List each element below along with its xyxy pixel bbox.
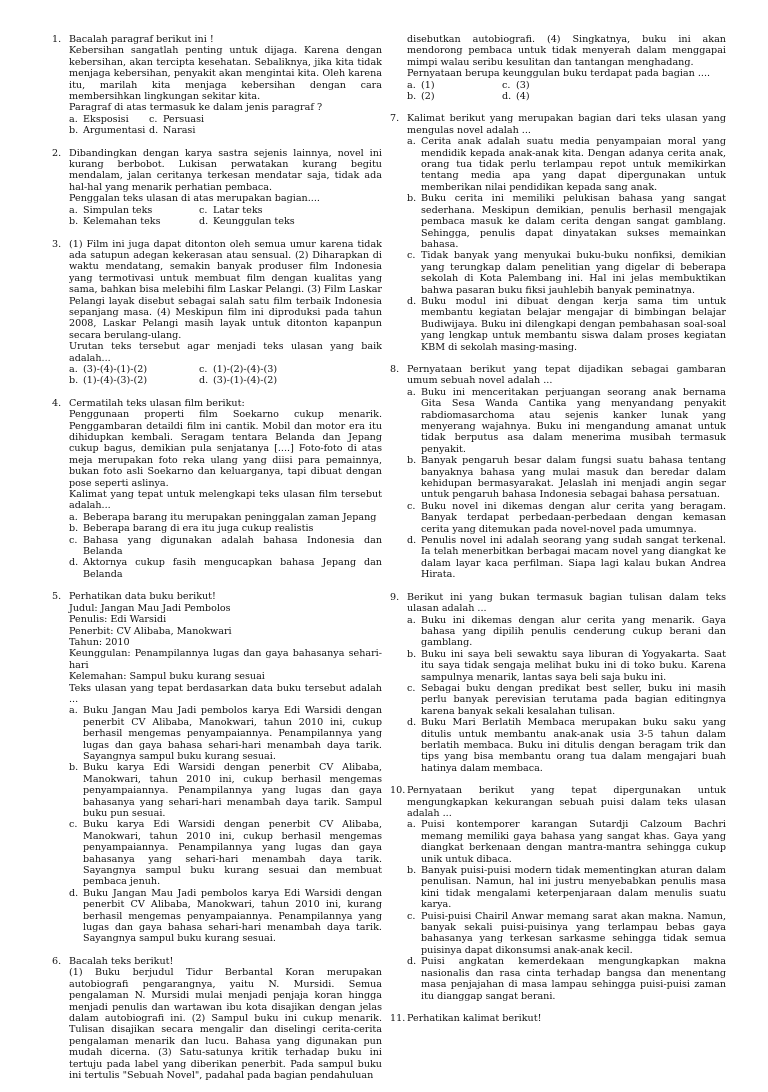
question-stem: Berikut ini yang bukan termasuk bagian tulisan dalam teks ulasan adalah ... [407, 591, 726, 615]
question-number: 5. [52, 591, 62, 603]
question-prompt: Pernyataan berupa keunggulan buku terdapat pada bagian .... [407, 68, 711, 80]
book-data-author: Penulis: Edi Warsidi [69, 614, 167, 626]
book-data-publisher: Penerbit: CV Alibaba, Manokwari [69, 625, 232, 637]
book-data-weakness: Kelemahan: Sampul buku kurang sesuai [69, 671, 265, 683]
option-b[interactable]: b. (1)-(4)-(3)-(2) [69, 375, 148, 387]
question-number: 8. [390, 363, 400, 375]
book-data-strength: Keunggulan: Penampilannya lugas dan gaya bahasanya sehari-hari [69, 648, 382, 671]
question-9 [390, 592, 726, 775]
right-column [390, 34, 726, 1035]
question-number: 7. [390, 113, 400, 125]
question-number: 6. [52, 955, 62, 967]
question-stem: Pernyataan berikut yang tepat dipergunakan untuk mengungkapkan kekurangan sebuah puisi dalam teks ulasan adalah ... [407, 785, 726, 819]
option-b[interactable]: b. Beberapa barang di era itu juga cukup realistis [69, 523, 314, 535]
option-b[interactable]: b. Banyak puisi-puisi modern tidak mementingkan aturan dalam penulisan. Namun, hal ini justru menyebabkan penulis masa kini tidak mengalami keterpenjaraan dalam menulis suatu karya. [407, 865, 726, 911]
option-c[interactable]: c. Sebagai buku dengan predikat best seller, buku ini masih perlu banyak perevisian terutama pada bagian editingnya karena banyak sekali kesalahan tulisan. [407, 682, 726, 717]
question-stem: Pernyataan berikut yang tepat dijadikan sebagai gambaran umum sebuah novel adalah ... [407, 363, 726, 387]
option-c[interactable]: c. Latar teks [199, 204, 263, 216]
question-11 [390, 1013, 726, 1024]
option-d[interactable]: d. Narasi [149, 125, 196, 137]
question-prompt: Urutan teks tersebut agar menjadi teks ulasan yang baik adalah... [69, 341, 382, 364]
question-6 [52, 956, 382, 1081]
question-stem: Cermatilah teks ulasan film berikut: [69, 397, 245, 409]
option-b[interactable]: b. Banyak pengaruh besar dalam fungsi suatu bahasa tentang banyaknya bahasa yang mulai masuk dan beredar dalam kehidupan bermasyarakat. Jelaslah ini menjadi angin segar untuk pengaruh bahasa Indonesia sebagai bahasa persatuan. [407, 455, 726, 501]
option-a[interactable]: a. Buku ini menceritakan perjuangan seorang anak bernama Gita Sesa Wanda Cantika yang menyandang penyakit rabdiomasarchoma atau sejenis kanker lunak yang menyerang wajahnya. Buku ini mengandung amanat untuk tidak berputus asa dalam menerima musibah termasuk penyakit. [407, 386, 726, 455]
option-d[interactable]: d. Keunggulan teks [199, 216, 295, 228]
option-c[interactable]: c. (1)-(2)-(4)-(3) [199, 363, 278, 375]
question-number: 4. [52, 397, 62, 409]
left-column [52, 34, 382, 1092]
option-a[interactable]: a. Cerita anak adalah suatu media penyampaian moral yang mendidik kepada anak-anak kita. Dengan adanya cerita anak, orang tua tidak perlu terlampau repot untuk memikirkan tentang media apa yang dapat dipergunakan untuk memberikan nilai pendidikan kepada sang anak. [407, 136, 726, 193]
question-stem: Perhatikan kalimat berikut! [407, 1012, 542, 1024]
option-a[interactable]: a. (1) [407, 79, 435, 91]
question-10 [390, 785, 726, 1002]
question-6-continued [390, 34, 726, 102]
question-prompt: Teks ulasan yang tepat berdasarkan data buku tersebut adalah ... [69, 682, 382, 705]
book-data-title: Judul: Jangan Mau Jadi Pembolos [69, 602, 231, 614]
question-stem: Bacalah teks berikut! [69, 955, 174, 967]
question-8 [390, 364, 726, 581]
option-b[interactable]: b. Buku cerita ini memiliki pelukisan bahasa yang sangat sederhana. Meskipun demikian, penulis berhasil mengajak pembaca masuk ke dalam cerita dengan sangat gamblang. Sehingga, penulis dapat dinyatakan sukses memainkan bahasa. [407, 193, 726, 250]
question-1 [52, 34, 382, 137]
book-data-year: Tahun: 2010 [69, 636, 130, 648]
question-4 [52, 398, 382, 581]
question-prompt: Penggalan teks ulasan di atas merupakan bagian.... [69, 193, 320, 205]
option-c[interactable]: c. Persuasi [149, 113, 205, 125]
passage-continued: disebutkan autobiografi. (4) Singkatnya, buku ini akan mendorong pembaca untuk tidak menyerah dalam menggapai mimpi walau seribu kesulitan dan tantangan menghadang. [407, 34, 726, 68]
question-stem: (1) Film ini juga dapat ditonton oleh semua umur karena tidak ada satupun adegan kekerasan atau sensual. (2) Diharapkan di waktu mendatang, semakin banyak produser film Indonesia yang termotivasi untuk membuat film dengan kualitas yang sama, bahkan bisa melebihi film Laskar Pelangi. (3) Film Laskar Pelangi layak disebut sebagai salah satu film terbaik Indonesia sepanjang masa. (4) Meskipun film ini diproduksi pada tahun 2008, Laskar Pelangi masih layak untuk ditonton kapanpun secara berulang-ulang. [69, 238, 382, 341]
question-prompt: Kalimat yang tepat untuk melengkapi teks ulasan film tersebut adalah... [69, 489, 382, 512]
options [69, 364, 382, 387]
option-a[interactable]: a. Puisi kontemporer karangan Sutardji Calzoum Bachri memang memiliki gaya bahasa yang sangat khas. Gaya yang diangkat berkenaan dengan mantra-mantra sehingga cukup unik untuk dibaca. [407, 819, 726, 865]
passage: Penggunaan properti film Soekarno cukup menarik. Penggambaran detaildi film ini cantik. Mobil dan motor era itu dihidupkan kembali. Seragam tentara Belanda dan Jepang cukup bagus, demikian pula senjatanya [....] Foto-foto di atas meja merupakan foto reka ulang yang diisi para pemainnya, bukan foto asli Soekarno dan keluarganya, tapi dibuat dengan pose seperti aslinya. [69, 409, 382, 489]
passage: Kebersihan sangatlah penting untuk dijaga. Karena dengan kebersihan, akan tercipta kesehatan. Sebaliknya, jika kita tidak menjaga kebersihan, penyakit akan mengintai kita. Oleh karena itu, marilah kita menjaga kebersihan dengan cara membersihkan lingkungan sekitar kita. [69, 45, 382, 103]
option-b[interactable]: b. Buku karya Edi Warsidi dengan penerbit CV Alibaba, Manokwari, tahun 2010 ini, cukup berhasil mengemas penyampaiannya. Penampilannya yang lugas dan gaya bahasanya yang sehari-hari menambah daya tarik. Sampul buku pun sesuai. [69, 762, 382, 819]
option-a[interactable]: a. Beberapa barang itu merupakan peninggalan zaman Jepang [69, 511, 377, 523]
option-d[interactable]: d. (4) [502, 91, 530, 103]
question-number: 10. [390, 785, 406, 797]
question-number: 3. [52, 238, 62, 250]
option-c[interactable]: c. Bahasa yang digunakan adalah bahasa Indonesia dan Belanda [69, 534, 382, 558]
option-d[interactable]: d. Puisi angkatan kemerdekaan mengungkapkan makna nasionalis dan rasa cinta terhadap bangsa dan menentang masa penjajahan di masa lampau sehingga puisi-puisi zaman itu dianggap sangat berani. [407, 956, 726, 1002]
question-5 [52, 591, 382, 945]
option-b[interactable]: b. Kelemahan teks [69, 216, 161, 228]
option-d[interactable]: d. Aktornya cukup fasih mengucapkan bahasa Jepang dan Belanda [69, 557, 382, 580]
option-a[interactable]: a. Buku ini dikemas dengan alur cerita yang menarik. Gaya bahasa yang dipilih penulis cenderung cukup berani dan gamblang. [407, 614, 726, 649]
passage: (1) Buku berjudul Tidur Berbantal Koran merupakan autobiografi pengarangnya, yaitu N. Mursidi. Semua pengalaman N. Mursidi mulai menjadi penjaja koran hingga menjadi penulis dan wartawan ibu kota disajikan dengan jelas dalam autobiografi ini. (2) Sampul buku ini cukup menarik. Tulisan disajikan secara mengalir dan diselingi cerita-cerita pengalaman menarik dan lucu. Bahasa yang digunakan pun mudah dicerna. (3) Satu-satunya kritik terhadap buku ini tertuju pada label yang diberikan penerbit. Pada sampul buku ini tertulis "Sebuah Novel", padahal pada bagian pendahuluan [69, 967, 382, 1081]
question-number: 2. [52, 147, 62, 159]
option-d[interactable]: d. (3)-(1)-(4)-(2) [199, 375, 278, 387]
option-c[interactable]: c. Buku karya Edi Warsidi dengan penerbit CV Alibaba, Manokwari, tahun 2010 ini, cukup berhasil mengemas penyampaiannya. Penampilannya yang lugas dan gaya bahasanya yang sehari-hari menambah daya tarik. Sayangnya sampul buku kurang sesuai dan membuat pembaca jenuh. [69, 819, 382, 888]
options [69, 205, 382, 228]
option-d[interactable]: d. Buku Mari Berlatih Membaca merupakan buku saku yang ditulis untuk membantu anak-anak usia 3-5 tahun dalam berlatih membaca. Buku ini ditulis dengan beragam trik dan tips yang bisa membantu orang tua dalam mengajari buah hatinya dalam membaca. [407, 717, 726, 774]
question-prompt: Paragraf di atas termasuk ke dalam jenis paragraf ? [69, 102, 323, 114]
option-c[interactable]: c. Buku novel ini dikemas dengan alur cerita yang beragam. Banyak terdapat perbedaan-perbedaan dengan kemasan cerita yang ditemukan pada novel-novel pada umumnya. [407, 500, 726, 535]
option-a[interactable]: a. Eksposisi [69, 113, 129, 125]
question-number: 11. [390, 1012, 406, 1024]
option-a[interactable]: a. (3)-(4)-(1)-(2) [69, 363, 148, 375]
question-stem: Perhatikan data buku berikut! [69, 591, 216, 603]
option-b[interactable]: b. Argumentasi [69, 125, 146, 137]
option-b[interactable]: b. Buku ini saya beli sewaktu saya liburan di Yogyakarta. Saat itu saya tidak sengaja melihat buku ini di toko buku. Karena sampulnya menarik, lantas saya beli saja buku ini. [407, 648, 726, 683]
option-d[interactable]: d. Buku Jangan Mau Jadi pembolos karya Edi Warsidi dengan penerbit CV Alibaba, Manokwari, tahun 2010 ini, kurang berhasil mengemas penyampaiannya. Penampilannya yang lugas dan gaya bahasa sehari-hari menambah daya tarik. Sayangnya sampul buku kurang sesuai. [69, 887, 382, 945]
question-2 [52, 148, 382, 228]
question-3 [52, 239, 382, 387]
options [407, 80, 726, 103]
option-c[interactable]: c. Tidak banyak yang menyukai buku-buku nonfiksi, demikian yang terungkap dalam penelitian yang digelar di beberapa sekolah di Kota Palembang ini. Hal ini jelas membuktikan bahwa pasaran buku fiksi jauhlebih banyak peminatnya. [407, 250, 726, 296]
option-c[interactable]: c. Puisi-puisi Chairil Anwar memang sarat akan makna. Namun, banyak sekali puisi-puisinya yang terlampau bebas gaya bahasanya yang terkesan sarkasme sehingga tidak semua puisinya dapat dikonsumsi anak-anak kecil. [407, 910, 726, 956]
options [69, 114, 382, 137]
option-a[interactable]: a. Simpulan teks [69, 204, 153, 216]
question-stem: Dibandingkan dengan karya sastra sejenis lainnya, novel ini kurang berbobot. Lukisan perwatakan kurang begitu mendalam, jalan ceritanya terkesan mendatar saja, tidak ada hal-hal yang menarik perhatian pembaca. [69, 147, 382, 193]
question-number: 1. [52, 34, 62, 45]
option-c[interactable]: c. (3) [502, 79, 530, 91]
question-stem: Kalimat berikut yang merupakan bagian dari teks ulasan yang mengulas novel adalah ... [407, 113, 726, 136]
question-stem: Bacalah paragraf berikut ini ! [69, 34, 214, 45]
option-d[interactable]: d. Penulis novel ini adalah seorang yang sudah sangat terkenal. Ia telah menerbitkan berbagai macam novel yang diangkat ke dalam layar kaca perfilman. Siapa lagi kalau bukan Andrea Hirata. [407, 535, 726, 581]
question-7 [390, 113, 726, 353]
option-a[interactable]: a. Buku Jangan Mau Jadi pembolos karya Edi Warsidi dengan penerbit CV Alibaba, Manokwari, tahun 2010 ini, cukup berhasil mengemas penyampaiannya. Penampilannya yang lugas dan gaya bahasa sehari-hari menambah daya tarik. Sayangnya sampul buku kurang sesuai. [69, 705, 382, 762]
option-d[interactable]: d. Buku modul ini dibuat dengan kerja sama tim untuk membantu kegiatan belajar mengajar di bimbingan belajar Budiwijaya. Buku ini dilengkapi dengan pembahasan soal-soal yang lengkap untuk membantu siswa dalam proses kegiatan KBM di sekolah masing-masing. [407, 295, 726, 353]
question-number: 9. [390, 591, 400, 603]
option-b[interactable]: b. (2) [407, 91, 435, 103]
